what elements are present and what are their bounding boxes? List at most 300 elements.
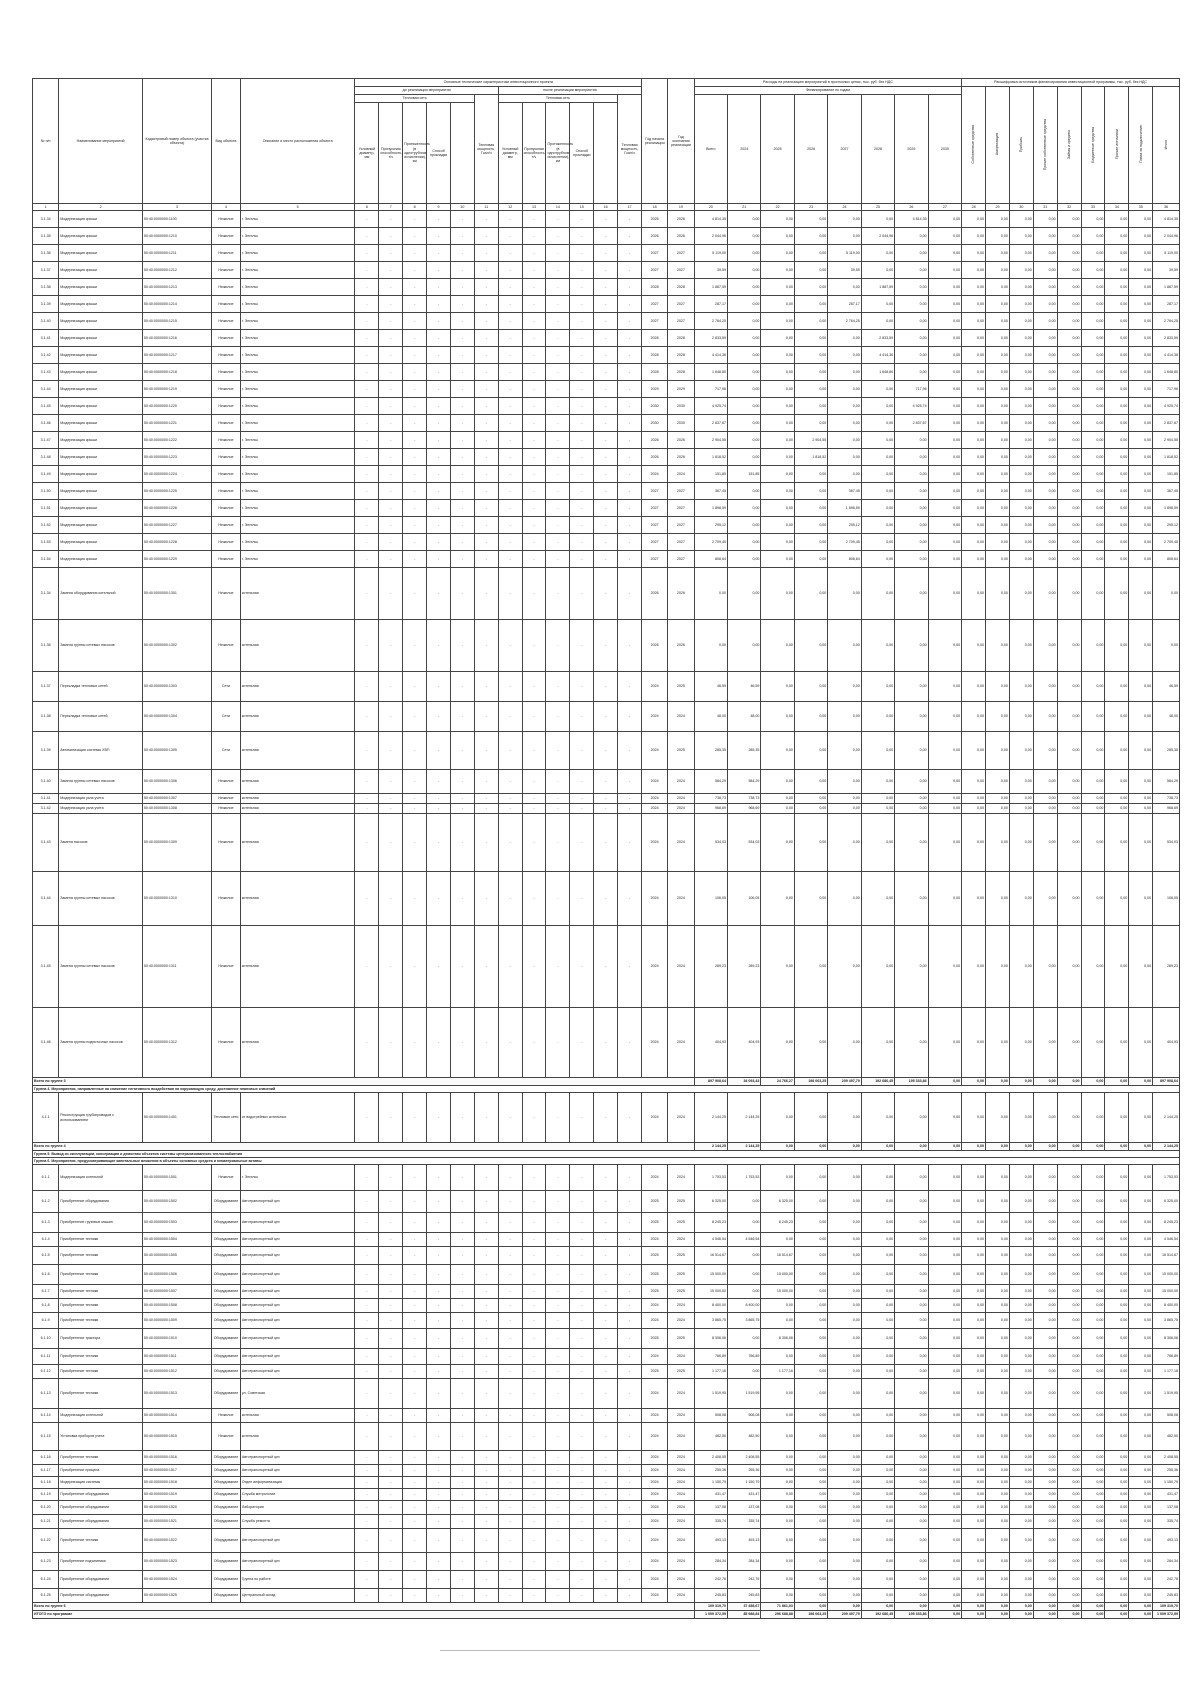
row-name: Модернизация крыши	[59, 483, 143, 500]
row-fund: 0,00	[962, 296, 986, 313]
row-6-num: 6.1.22	[33, 1529, 59, 1553]
grand-total-fund: 0,00	[1081, 1611, 1105, 1619]
tall-row-year-value: 0,00	[828, 794, 861, 804]
table-row	[33, 296, 1180, 313]
row-6-tech: -	[474, 1571, 498, 1589]
tall-row-tech: -	[474, 872, 498, 926]
row-6-year-end: 2024	[668, 1233, 694, 1247]
row-fund: 0,00	[1057, 296, 1081, 313]
row-fund: 0,00	[1081, 279, 1105, 296]
row-fund: 0,00	[1105, 415, 1129, 432]
row-6-tech: -	[618, 1313, 642, 1329]
row-6-num: 6.1.17	[33, 1465, 59, 1477]
row-year-value: 0,00	[794, 517, 827, 534]
row-fund: 0,00	[962, 381, 986, 398]
row-year-value: 1 887,59	[861, 279, 894, 296]
row-6-fund: 0,00	[1129, 1529, 1153, 1553]
tall-row-tech: -	[498, 1008, 522, 1078]
row-tech: -	[570, 296, 594, 313]
tall-row-year-start: 2024	[642, 794, 668, 804]
row-6-fund: 0,00	[1057, 1285, 1081, 1299]
row-6-year-value: 0,00	[861, 1501, 894, 1515]
row-fund-total: 4 925,74	[1153, 398, 1180, 415]
row-6-type: Оборудование	[212, 1349, 241, 1365]
header-after-param-0: Условный диаметр, мм	[498, 103, 522, 204]
grand-total-fund: 0,00	[1129, 1611, 1153, 1619]
row-fund: 0,00	[1057, 466, 1081, 483]
row-tech: -	[522, 500, 546, 517]
row-6-fund: 0,00	[1033, 1329, 1057, 1349]
row-6-tech: -	[618, 1299, 642, 1313]
row-year-value: 0,00	[728, 432, 761, 449]
row-fund: 0,00	[1081, 398, 1105, 415]
row-6-cadastral: 50:40:0000000:1509	[142, 1313, 211, 1329]
row-6-fund: 0,00	[1081, 1165, 1105, 1191]
row-cadastral: 50:40:0000000:1227	[142, 517, 211, 534]
tall-row-tech: -	[474, 1008, 498, 1078]
row-6-cadastral: 50:40:0000000:1508	[142, 1299, 211, 1313]
row-6-tech: -	[522, 1285, 546, 1299]
row-6-fund-total: 482,50	[1153, 1423, 1180, 1451]
row-tech: -	[379, 398, 403, 415]
tall-row-fund: 0,00	[1129, 702, 1153, 732]
row-fund: 0,00	[1033, 313, 1057, 330]
row-2030: 0,00	[928, 551, 962, 568]
row-year-start: 2028	[642, 347, 668, 364]
row-6-year-value: 0,00	[895, 1365, 928, 1379]
row-6-tech: -	[450, 1409, 474, 1423]
row-name: Модернизация крыши	[59, 262, 143, 279]
row-fund-total: 1 887,59	[1153, 279, 1180, 296]
row-6-fund-total: 508,08	[1153, 1409, 1180, 1423]
tall-row-name: Замена группы подпиточных насосов	[59, 1008, 143, 1078]
row-year-value: 0,00	[761, 364, 794, 381]
row-4-year-value: 0,00	[828, 1093, 861, 1143]
row-6-tech: -	[546, 1299, 570, 1313]
header-before-param-1: Пропускная способность, т/ч	[379, 103, 403, 204]
row-6-tech: -	[594, 1409, 618, 1423]
row-year-value: 287,17	[828, 296, 861, 313]
row-type: Нежилое	[212, 398, 241, 415]
row-fund: 0,00	[1057, 381, 1081, 398]
row-6-2030: 0,00	[928, 1571, 962, 1589]
row-6-fund: 0,00	[1033, 1299, 1057, 1313]
row-tech: -	[403, 364, 427, 381]
row-tech: -	[546, 466, 570, 483]
tall-row-tech: -	[403, 794, 427, 804]
header-fund-0-label: Собственные средства	[971, 125, 976, 164]
row-fund: 0,00	[1057, 432, 1081, 449]
tall-row-year-start: 2026	[642, 620, 668, 672]
row-6-year-value: 0,00	[761, 1489, 794, 1501]
row-6-fund: 0,00	[962, 1477, 986, 1489]
row-6-fund: 0,00	[1081, 1365, 1105, 1379]
row-6-fund: 0,00	[986, 1451, 1010, 1465]
row-6-num: 6.1.23	[33, 1553, 59, 1571]
tall-row-year-value: 0,00	[895, 620, 928, 672]
row-fund: 0,00	[962, 551, 986, 568]
row-tech: -	[570, 551, 594, 568]
header-fund-7-label: Плата за подключение	[1138, 125, 1143, 164]
table-row	[33, 551, 1180, 568]
row-6-tech: -	[570, 1465, 594, 1477]
row-6-fund: 0,00	[962, 1285, 986, 1299]
tall-row-tech: -	[474, 814, 498, 872]
row-6-tech: -	[546, 1365, 570, 1379]
row-6-year-value: 3 865,75	[728, 1313, 761, 1329]
row-6-fund: 0,00	[1105, 1451, 1129, 1465]
row-6-year-value: 0,00	[794, 1213, 827, 1233]
tall-row-tech: -	[355, 794, 379, 804]
row-6-fund: 0,00	[1081, 1451, 1105, 1465]
row-6-tech: -	[546, 1265, 570, 1285]
tall-row-tech: -	[618, 794, 642, 804]
tall-row-tech: -	[379, 794, 403, 804]
row-type: Нежилое	[212, 551, 241, 568]
row-6-tech: -	[546, 1165, 570, 1191]
table-row	[33, 732, 1180, 770]
row-6-location: Автотранспортный цех	[240, 1313, 355, 1329]
row-cadastral: 50:40:0000000:1217	[142, 347, 211, 364]
row-tech: -	[379, 347, 403, 364]
row-fund: 0,00	[1129, 415, 1153, 432]
row-tech: -	[474, 432, 498, 449]
row-location: г. Энгельс	[240, 432, 355, 449]
row-6-year-value: 0,00	[794, 1265, 827, 1285]
row-6-tech: -	[355, 1247, 379, 1265]
row-6-year-value: 0,00	[861, 1313, 894, 1329]
row-tech: -	[546, 483, 570, 500]
row-6-num: 6.1.11	[33, 1349, 59, 1365]
tall-row-num: 3.1.34	[33, 568, 59, 620]
column-number: 28	[962, 204, 986, 211]
row-6-location: Автотранспортный цех	[240, 1233, 355, 1247]
tall-row-fund: 0,00	[1105, 620, 1129, 672]
row-6-fund: 0,00	[1009, 1365, 1033, 1379]
row-tech: -	[379, 313, 403, 330]
row-fund: 0,00	[1033, 551, 1057, 568]
row-year-end: 2026	[668, 449, 694, 466]
row-6-tech: -	[522, 1423, 546, 1451]
row-year-value: 0,00	[728, 279, 761, 296]
row-fund: 0,00	[1033, 500, 1057, 517]
row-6-fund: 0,00	[1009, 1313, 1033, 1329]
row-6-num: 6.1.14	[33, 1409, 59, 1423]
tall-row-tech: -	[427, 794, 451, 804]
row-tech: -	[594, 330, 618, 347]
row-tech: -	[594, 381, 618, 398]
tall-row-tech: -	[546, 732, 570, 770]
row-6-num: 6.1.2	[33, 1191, 59, 1213]
row-6-fund: 0,00	[962, 1365, 986, 1379]
row-year-value: 0,00	[861, 551, 894, 568]
tall-row-tech: -	[427, 672, 451, 702]
table-row	[33, 1213, 1180, 1233]
table-row	[33, 1529, 1180, 1553]
row-name: Модернизация крыши	[59, 228, 143, 245]
row-year-value: 0,00	[794, 279, 827, 296]
row-6-year-value: 0,00	[728, 1247, 761, 1265]
row-6-year-value: 0,00	[794, 1299, 827, 1313]
row-location: г. Энгельс	[240, 534, 355, 551]
tall-row-fund: 0,00	[986, 1008, 1010, 1078]
row-fund: 0,00	[1105, 466, 1129, 483]
row-tech: -	[355, 364, 379, 381]
tall-row-fund: 0,00	[1009, 1008, 1033, 1078]
row-6-fund-total: 8 400,00	[1153, 1299, 1180, 1313]
tall-row-tech: -	[570, 770, 594, 794]
row-4-tech: -	[594, 1093, 618, 1143]
row-6-fund: 0,00	[1009, 1571, 1033, 1589]
subtotal-group-3-fund-total: 897 908,64	[1153, 1078, 1180, 1086]
row-fund: 0,00	[1081, 296, 1105, 313]
table-row	[33, 1233, 1180, 1247]
row-6-tech: -	[403, 1501, 427, 1515]
row-6-fund: 0,00	[962, 1489, 986, 1501]
tall-row-year-end: 2024	[668, 794, 694, 804]
row-6-fund: 0,00	[962, 1553, 986, 1571]
row-tech: -	[403, 211, 427, 228]
row-fund: 0,00	[1009, 466, 1033, 483]
row-tech: -	[403, 398, 427, 415]
row-6-year-value: 0,00	[828, 1329, 861, 1349]
row-6-year-value: 0,00	[828, 1165, 861, 1191]
row-6-fund: 0,00	[1129, 1571, 1153, 1589]
row-num: 3.1.49	[33, 466, 59, 483]
row-6-fund: 0,00	[1057, 1247, 1081, 1265]
row-6-fund: 0,00	[962, 1299, 986, 1313]
tall-row-fund: 0,00	[962, 872, 986, 926]
row-6-year-end: 2025	[668, 1213, 694, 1233]
tall-row-type: Нежилое	[212, 926, 241, 1008]
tall-row-2030: 0,00	[928, 620, 962, 672]
row-fund: 0,00	[1129, 517, 1153, 534]
row-6-year-value: 0,00	[728, 1191, 761, 1213]
subtotal-group-3-2030: 0,00	[928, 1078, 962, 1086]
tall-row-tech: -	[427, 702, 451, 732]
header-fund-2	[1009, 87, 1033, 204]
row-fund: 0,00	[962, 483, 986, 500]
tall-row-year-value: 534,03	[728, 814, 761, 872]
row-6-fund: 0,00	[1081, 1571, 1105, 1589]
row-tech: -	[498, 296, 522, 313]
row-6-year-value: 2 408,55	[728, 1451, 761, 1465]
tall-row-fund: 0,00	[962, 804, 986, 814]
tall-row-year-value: 0,00	[794, 770, 827, 794]
tall-row-cadastral: 50:40:0000000:1312	[142, 1008, 211, 1078]
row-6-tech: -	[355, 1465, 379, 1477]
tall-row-year-value: 0,00	[895, 794, 928, 804]
row-6-tech: -	[594, 1477, 618, 1489]
row-fund: 0,00	[1009, 381, 1033, 398]
row-6-tech: -	[618, 1349, 642, 1365]
row-tech: -	[427, 245, 451, 262]
row-num: 3.1.34	[33, 211, 59, 228]
subtotal-group-3-fund: 0,00	[1009, 1078, 1033, 1086]
tall-row-type: Сети	[212, 672, 241, 702]
row-6-year-start: 2024	[642, 1465, 668, 1477]
row-fund: 0,00	[1129, 211, 1153, 228]
tall-row-fund: 0,00	[1033, 1008, 1057, 1078]
row-6-year-value: 0,00	[895, 1349, 928, 1365]
row-year-start: 2027	[642, 296, 668, 313]
row-6-2030: 0,00	[928, 1349, 962, 1365]
row-fund: 0,00	[1105, 534, 1129, 551]
tall-row-year-start: 2024	[642, 804, 668, 814]
row-tech: -	[618, 500, 642, 517]
tall-row-year-value: 0,00	[794, 794, 827, 804]
row-6-tech: -	[522, 1299, 546, 1313]
row-tech: -	[546, 296, 570, 313]
row-2030: 0,00	[928, 364, 962, 381]
row-6-fund: 0,00	[1081, 1379, 1105, 1409]
row-6-fund: 0,00	[1105, 1529, 1129, 1553]
row-6-year-value: 0,00	[728, 1285, 761, 1299]
tall-row-year-value: 0,00	[794, 672, 827, 702]
row-6-tech: -	[594, 1285, 618, 1299]
row-num: 3.1.43	[33, 364, 59, 381]
subtotal-group-6-year-value: 0,00	[828, 1603, 861, 1611]
row-6-fund: 0,00	[1009, 1501, 1033, 1515]
row-6-location: Автотранспортный цех	[240, 1247, 355, 1265]
tall-row-fund: 0,00	[986, 672, 1010, 702]
tall-row-year-end: 2025	[668, 732, 694, 770]
row-num: 3.1.36	[33, 245, 59, 262]
row-6-total: 482,50	[694, 1423, 727, 1451]
row-tech: -	[403, 432, 427, 449]
row-6-year-value: 0,00	[794, 1553, 827, 1571]
row-tech: -	[474, 313, 498, 330]
row-fund: 0,00	[1129, 313, 1153, 330]
row-6-tech: -	[355, 1477, 379, 1489]
row-fund: 0,00	[1033, 330, 1057, 347]
column-number: 21	[728, 204, 761, 211]
row-tech: -	[379, 296, 403, 313]
row-year-value: 2 837,67	[895, 415, 928, 432]
row-year-value: 0,00	[828, 330, 861, 347]
row-location: г. Энгельс	[240, 245, 355, 262]
tall-row-tech: -	[522, 926, 546, 1008]
row-6-fund: 0,00	[986, 1501, 1010, 1515]
tall-row-2030: 0,00	[928, 804, 962, 814]
row-fund: 0,00	[962, 534, 986, 551]
tall-row-fund: 0,00	[1081, 732, 1105, 770]
row-tech: -	[546, 500, 570, 517]
row-fund: 0,00	[1081, 551, 1105, 568]
row-6-fund: 0,00	[1081, 1529, 1105, 1553]
tall-row-tech: -	[427, 804, 451, 814]
row-6-fund: 0,00	[1105, 1477, 1129, 1489]
tall-row-tech: -	[379, 872, 403, 926]
row-6-name: Модернизация системы	[59, 1477, 143, 1489]
tall-row-year-value: 0,00	[761, 794, 794, 804]
tall-row-tech: -	[450, 804, 474, 814]
row-tech: -	[450, 449, 474, 466]
row-total: 287,17	[694, 296, 727, 313]
tall-row-num: 3.1.40	[33, 770, 59, 794]
row-6-year-start: 2024	[642, 1571, 668, 1589]
tall-row-location: котельная	[240, 620, 355, 672]
tall-row-tech: -	[546, 926, 570, 1008]
row-6-tech: -	[570, 1313, 594, 1329]
row-fund: 0,00	[1033, 534, 1057, 551]
row-tech: -	[570, 449, 594, 466]
row-tech: -	[474, 449, 498, 466]
subtotal-group-6-fund: 0,00	[1033, 1603, 1057, 1611]
row-type: Нежилое	[212, 313, 241, 330]
row-2030: 0,00	[928, 262, 962, 279]
row-year-value: 0,00	[794, 330, 827, 347]
row-fund: 0,00	[1105, 500, 1129, 517]
row-tech: -	[355, 551, 379, 568]
row-6-fund: 0,00	[1105, 1285, 1129, 1299]
row-6-tech: -	[570, 1529, 594, 1553]
row-6-year-value: 0,00	[828, 1349, 861, 1365]
row-6-tech: -	[522, 1553, 546, 1571]
row-6-tech: -	[522, 1247, 546, 1265]
tall-row-fund: 0,00	[1033, 732, 1057, 770]
row-tech: -	[450, 517, 474, 534]
row-6-year-value: 0,00	[895, 1379, 928, 1409]
row-tech: -	[522, 330, 546, 347]
row-year-value: 0,00	[728, 534, 761, 551]
row-year-end: 2027	[668, 534, 694, 551]
tall-row-location: котельная	[240, 770, 355, 794]
row-tech: -	[450, 245, 474, 262]
row-6-tech: -	[403, 1213, 427, 1233]
row-fund: 0,00	[1009, 449, 1033, 466]
table-row	[33, 364, 1180, 381]
row-6-tech: -	[427, 1233, 451, 1247]
row-6-tech: -	[427, 1423, 451, 1451]
row-tech: -	[474, 415, 498, 432]
row-tech: -	[570, 466, 594, 483]
row-tech: -	[498, 245, 522, 262]
row-6-location: котельная	[240, 1423, 355, 1451]
row-4-num: 4.1.1	[33, 1093, 59, 1143]
row-num: 3.1.39	[33, 296, 59, 313]
row-6-tech: -	[403, 1529, 427, 1553]
row-6-tech: -	[450, 1515, 474, 1529]
row-tech: -	[427, 517, 451, 534]
tall-row-tech: -	[594, 732, 618, 770]
row-6-year-value: 0,00	[794, 1589, 827, 1603]
table-row	[33, 1423, 1180, 1451]
row-6-tech: -	[403, 1191, 427, 1213]
row-6-year-value: 0,00	[828, 1247, 861, 1265]
row-6-fund: 0,00	[986, 1213, 1010, 1233]
row-6-total: 16 514,67	[694, 1247, 727, 1265]
tall-row-tech: -	[403, 568, 427, 620]
row-tech: -	[594, 500, 618, 517]
row-2030: 0,00	[928, 296, 962, 313]
row-year-value: 1 648,80	[861, 364, 894, 381]
row-year-value: 0,00	[794, 364, 827, 381]
row-fund: 0,00	[1009, 330, 1033, 347]
row-6-tech: -	[450, 1529, 474, 1553]
tall-row-year-value: 0,00	[761, 872, 794, 926]
row-6-tech: -	[594, 1233, 618, 1247]
row-6-fund: 0,00	[986, 1477, 1010, 1489]
row-tech: -	[379, 364, 403, 381]
row-6-fund: 0,00	[1129, 1247, 1153, 1265]
row-fund: 0,00	[1009, 534, 1033, 551]
row-cadastral: 50:40:0000000:1213	[142, 279, 211, 296]
row-6-year-end: 2024	[668, 1489, 694, 1501]
row-type: Нежилое	[212, 500, 241, 517]
row-6-fund: 0,00	[1129, 1165, 1153, 1191]
row-6-fund: 0,00	[1033, 1515, 1057, 1529]
